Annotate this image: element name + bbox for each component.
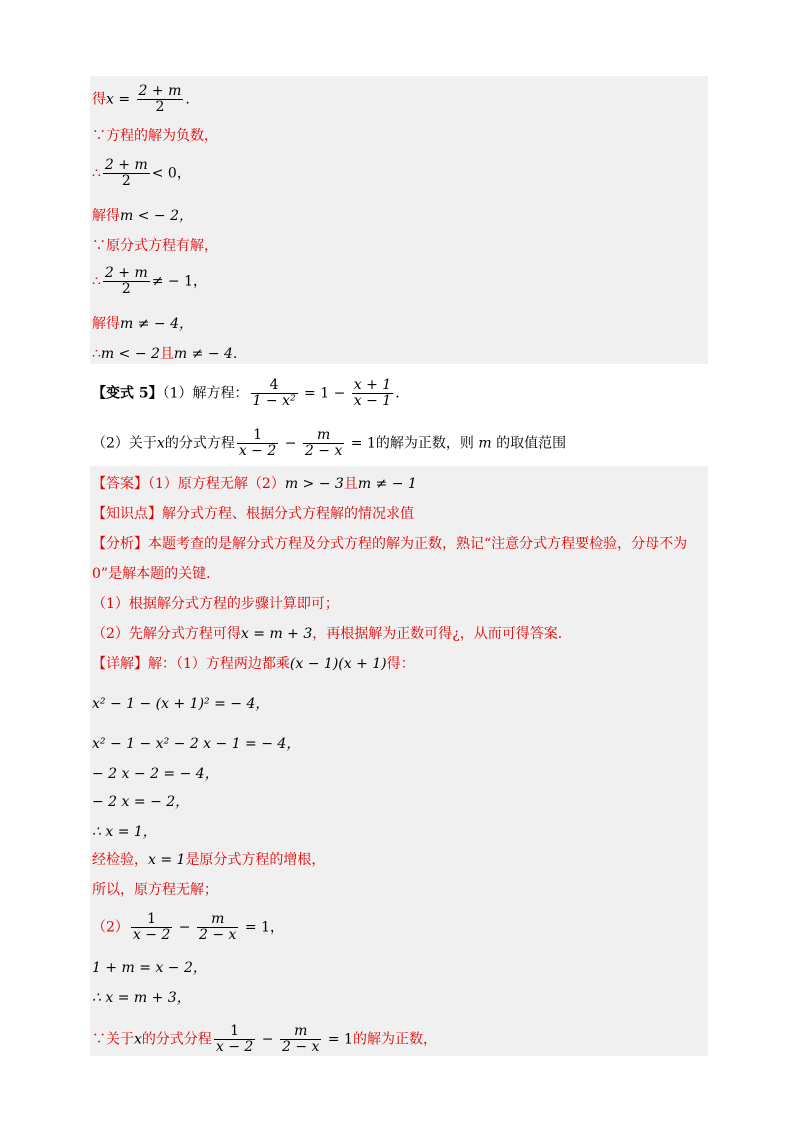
work-line-11: ∵关于x的分式分程 $\frac{1}{x - 2}$ − $\frac{m}{2 - x}$ = 1的解为正数， — [92, 1023, 437, 1055]
detail-line: 【详解】解：（1）方程两边都乘(x − 1)(x + 1)得： — [92, 656, 415, 672]
work-line-5: ∴ x = 1， — [92, 824, 157, 840]
work-line-3: − 2 x − 2 = − 4， — [92, 766, 219, 782]
solution-line-5: ∵原分式方程有解， — [92, 238, 218, 254]
work-line-10: ∴ x = m + 3， — [92, 990, 191, 1006]
solution-line-7: 解得m ≠ − 4， — [92, 316, 193, 332]
work-line-8: （2） $\frac{1}{x - 2}$ − $\frac{m}{2 - x}$ = 1， — [92, 911, 284, 943]
solution-line-2: ∵方程的解为负数， — [92, 128, 218, 144]
fraction: $\frac{x + 1}{x - 1}$ — [353, 377, 392, 409]
solution-line-8: ∴m < − 2且m ≠ − 4. — [92, 346, 238, 362]
fraction: $\frac{m}{2 - x}$ — [199, 911, 237, 943]
solution-line-3: ∴ $\frac{2 + m}{2}$ < 0， — [92, 157, 191, 189]
variant-question-2: （2）关于x的分式方程 $\frac{1}{x - 2}$ − $\frac{m}{2 - x}$ = 1的解为正数，则 m 的取值范围 — [92, 427, 567, 459]
work-line-2: x² − 1 − x² − 2 x − 1 = − 4， — [92, 736, 301, 752]
fraction: $\frac{m}{2 - x}$ — [304, 427, 343, 459]
fraction: $\frac{1}{x - 2}$ — [238, 427, 277, 459]
fraction: $\frac{1}{x - 2}$ — [215, 1023, 254, 1055]
solution-line-6: ∴ $\frac{2 + m}{2}$ ≠ − 1， — [92, 265, 208, 297]
fraction: $\frac{4}{\text{1 − x²}}$ — [252, 377, 296, 409]
solution-line-1: 得x = $\frac{2 + m}{2}$ . — [92, 83, 190, 115]
variant-question-1: 【变式 5】（1）解方程： $\frac{4}{\text{1 − x²}}$ = 1 − $\frac{x + 1}{x - 1}$ . — [92, 377, 400, 409]
solution-line-4: 解得m < − 2， — [92, 208, 193, 224]
fraction: $\frac{2 + m}{2}$ — [104, 265, 148, 297]
work-line-7: 所以，原方程无解； — [92, 882, 218, 898]
work-line-1: x² − 1 − (x + 1)² = − 4， — [92, 696, 270, 712]
work-line-6: 经检验，x = 1是原分式方程的增根， — [92, 852, 326, 868]
fraction: $\frac{m}{2 - x}$ — [281, 1023, 320, 1055]
work-line-4: − 2 x = − 2， — [92, 794, 190, 810]
fraction: $\frac{2 + m}{2}$ — [138, 83, 182, 115]
analysis-line-1: 【分析】本题考查的是解分式方程及分式方程的解为正数，熟记“注意分式方程要检验，分母不为 — [92, 536, 688, 552]
fraction: $\frac{1}{x - 2}$ — [132, 911, 171, 943]
analysis-line-2: 0”是解本题的关键. — [92, 566, 211, 582]
step-line-2: （2）先解分式方程可得x = m + 3，再根据解为正数可得¿，从而可得答案. — [92, 626, 563, 642]
answer-line: 【答案】（1）原方程无解（2）m > − 3且m ≠ − 1 — [92, 476, 417, 492]
fraction: $\frac{2 + m}{2}$ — [104, 157, 148, 189]
step-line-1: （1）根据解分式方程的步骤计算即可； — [92, 596, 339, 612]
knowledge-line: 【知识点】解分式方程、根据分式方程解的情况求值 — [92, 506, 414, 522]
variant-label: 【变式 5】 — [92, 385, 163, 402]
work-line-9: 1 + m = x − 2， — [92, 960, 207, 976]
